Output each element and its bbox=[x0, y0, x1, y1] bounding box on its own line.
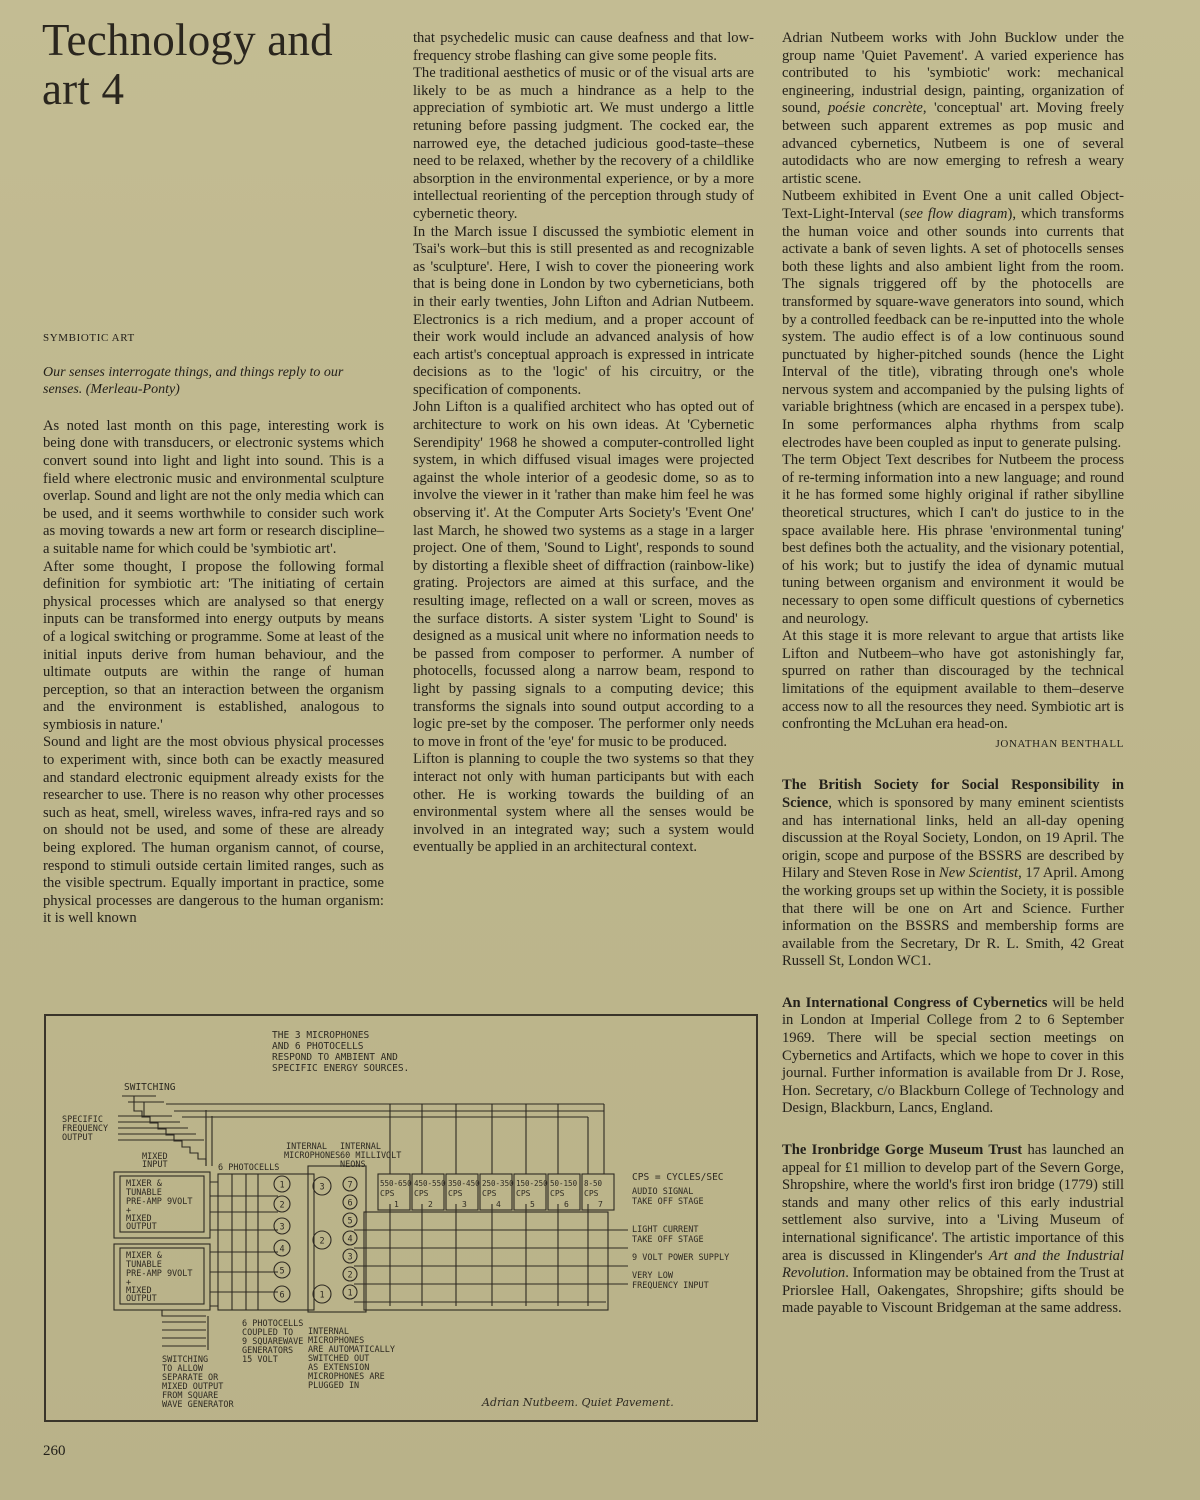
svg-text:+: + bbox=[126, 1206, 132, 1216]
paragraph: that psychedelic music can cause deafness and that low-frequency strobe flashing can give some people fits. bbox=[413, 30, 754, 64]
diagram-label-photocells-coupled: 6 PHOTOCELLS bbox=[242, 1319, 304, 1329]
frequency-band-range: 8-50 bbox=[584, 1179, 603, 1188]
diagram-note-top: THE 3 MICROPHONES bbox=[272, 1030, 370, 1041]
svg-text:GENERATORS: GENERATORS bbox=[242, 1346, 294, 1356]
svg-text:MICROPHONES ARE: MICROPHONES ARE bbox=[308, 1372, 385, 1382]
paragraph: Sound and light are the most obvious physical processes to experiment with, since both can be exactly measured and standard electronic equipment already exists for the researcher to use. There is no reason why other processes such as heat, smell, wireless waves, infra-red rays and so on should not be used, and some of these are already being explored. The human organism cannot, of course, respond to stimuli outside certain limited ranges, such as the visible spectrum. Equally important in practice, some physical processes are dangerous to the human organism: it is well known bbox=[43, 734, 384, 927]
frequency-band-range: 350-450 bbox=[448, 1179, 480, 1188]
photocell-circle-label: 2 bbox=[279, 1200, 285, 1211]
microphone-circle-label: 3 bbox=[319, 1182, 325, 1193]
svg-text:FREQUENCY: FREQUENCY bbox=[62, 1124, 109, 1134]
paragraph: Lifton is planning to couple the two systems so that they interact not only with human participants but with each other. He is working towards the building of an environmental system where all the senses would be involved in an integrated way; such a system would eventually be applied in an architectural context. bbox=[413, 751, 754, 856]
svg-text:COUPLED TO: COUPLED TO bbox=[242, 1328, 294, 1338]
paragraph: Nutbeem exhibited in Event One a unit called Object-Text-Light-Interval (see flow diagram), which transforms the human voice and other sounds into currents that activate a bank of seven lights. A set of photocells senses both these lights and also ambient light from the room. The signals triggered off by the photocells are transformed by square-wave generators into sound, which by a controlled feedback can be re-inputted into the whole system. The audio effect is of a low continuous sound punctuated by higher-pitched sounds (hence the Light Interval of the title), vibrating through one's whole nervous system and accompanied by the pulsing lights of variable brightness (which are encased in a perspex tube). In some performances alpha rhythms from scalp electrodes have been coupled as input to generate pulsing. bbox=[782, 188, 1124, 451]
photocell-circle-label: 4 bbox=[279, 1244, 285, 1255]
diagram-label-light-current: LIGHT CURRENT bbox=[632, 1225, 699, 1235]
svg-text:+: + bbox=[126, 1278, 132, 1288]
frequency-band-unit: CPS bbox=[448, 1189, 463, 1198]
notice-heading: The British Society for Social Responsibility in Science bbox=[782, 777, 1124, 811]
flow-diagram bbox=[44, 1014, 758, 1422]
svg-text:OUTPUT: OUTPUT bbox=[62, 1133, 93, 1143]
column-1 bbox=[43, 330, 384, 928]
paragraph: The traditional aesthetics of music or of the visual arts are likely to be as much a hindrance as a help to the appreciation of symbiotic art. We must undergo a little retuning before passing judgment. The cocked ear, the narrowed eye, the detached judicious good-taste–these need to be relaxed, whether by the recovery of a childlike absorption in the environmental experience, or by a more intellectual reorienting of the perception through study of cybernetic theory. bbox=[413, 65, 754, 222]
italic-term: poésie concrète bbox=[827, 100, 923, 117]
photocell-circles bbox=[274, 1176, 290, 1302]
frequency-band-unit: CPS bbox=[584, 1189, 599, 1198]
frequency-bands bbox=[378, 1174, 614, 1210]
svg-text:MIXER &: MIXER & bbox=[126, 1251, 162, 1261]
neon-circles bbox=[343, 1177, 357, 1299]
svg-text:FREQUENCY INPUT: FREQUENCY INPUT bbox=[632, 1281, 709, 1291]
paragraph: As noted last month on this page, interesting work is being done with transducers, or electronic systems which convert sound into light and light into sound. This is a field where electronic music and environmental sculpture overlap. Sound and light are not the only media which can be used, and it seems worthwhile to consider such work as moving towards a new art form or research discipline–a suitable name for which could be 'symbiotic art'. bbox=[43, 417, 384, 557]
column-3 bbox=[782, 30, 1124, 1318]
svg-text:ARE AUTOMATICALLY: ARE AUTOMATICALLY bbox=[308, 1345, 395, 1355]
frequency-band-number: 4 bbox=[496, 1200, 501, 1209]
svg-text:SWITCHED OUT: SWITCHED OUT bbox=[308, 1354, 370, 1364]
paragraph: Adrian Nutbeem works with John Bucklow under the group name 'Quiet Pavement'. A varied experience has contributed to his 'symbiotic' work: mechanical engineering, industrial design, painting, organization of sound, poésie concrète, 'conceptual' art. Moving freely between such apparent extremes as pop music and advanced cybernetics, Nutbeem is one of several autodidacts who are now emerging to refresh a weary artistic scene. bbox=[782, 30, 1125, 187]
svg-text:MICROPHONES: MICROPHONES bbox=[284, 1151, 341, 1161]
svg-text:MIXED: MIXED bbox=[126, 1286, 152, 1296]
paragraph: John Lifton is a qualified architect who has opted out of architecture to work on his own ideas. At 'Cybernetic Serendipity' 1968 he showed a computer-controlled light system, in which diffused visual images were projected against the whole interior of a geodesic dome, so as to involve the viewer in it 'rather than make him feel he was observing it'. At the Computer Arts Society's 'Event One' last March, he showed two systems as a stage in a larger project. One of them, 'Sound to Light', responds to sound by distorting a flexible sheet of diffraction (rainbow-like) grating. Projectors are aimed at this surface, and the resulting image, reflected on a wall or screen, moves as the surface distorts. A sister system 'Light to Sound' is designed as a musical unit where no information needs to be passed from composer to performer. A number of photocells, focussed along a narrow beam, respond to light by passing signals to a computing device; this transforms the signals into sound output according to a logic pre-set by the composer. The performer only needs to move in front of the 'eye' for music to be produced. bbox=[413, 399, 754, 750]
microphone-circles bbox=[313, 1177, 331, 1303]
page-number: 260 bbox=[43, 1443, 66, 1459]
svg-text:OUTPUT: OUTPUT bbox=[126, 1222, 157, 1232]
svg-text:AS EXTENSION: AS EXTENSION bbox=[308, 1363, 370, 1373]
svg-text:TAKE OFF STAGE: TAKE OFF STAGE bbox=[632, 1235, 704, 1245]
frequency-band-number: 5 bbox=[530, 1200, 535, 1209]
photocell-circle-label: 6 bbox=[279, 1290, 285, 1301]
notice-heading: The Ironbridge Gorge Museum Trust bbox=[782, 1142, 1023, 1159]
svg-text:PRE-AMP 9VOLT: PRE-AMP 9VOLT bbox=[126, 1269, 193, 1279]
svg-text:60 MILLIVOLT: 60 MILLIVOLT bbox=[340, 1151, 402, 1161]
paragraph: In the March issue I discussed the symbiotic element in Tsai's work–but this is still presented as and recognizable as 'sculpture'. Here, I wish to cover the pioneering work that is being done in London by two cyberneticians, both in their early twenties, John Lifton and Adrian Nutbeem. Electronics is a rich medium, and a proper account of their work would include an advanced analysis of how each artist's conceptual approach is expressed in intricate decisions as to the 'logic' of his circuitry, or the specification of components. bbox=[413, 223, 754, 398]
svg-text:SEPARATE OR: SEPARATE OR bbox=[162, 1373, 219, 1383]
frequency-band-number: 3 bbox=[462, 1200, 467, 1209]
svg-text:9 SQUAREWAVE: 9 SQUAREWAVE bbox=[242, 1337, 304, 1347]
frequency-band-range: 250-350 bbox=[482, 1179, 514, 1188]
neon-circle-label: 7 bbox=[347, 1180, 353, 1191]
paragraph: After some thought, I propose the following formal definition for symbiotic art: 'The initiating of certain physical processes which are analysed so that energy inputs can be transformed into energy outputs by means of a logical switching or programme. Some at least of the initial inputs derive from human behaviour, and the ultimate outputs are within the range of human perception, so that an interaction between the organism and the environment is established, analogous to symbiosis in nature.' bbox=[43, 558, 384, 733]
svg-text:RESPOND TO AMBIENT AND: RESPOND TO AMBIENT AND bbox=[272, 1052, 398, 1063]
frequency-band-unit: CPS bbox=[550, 1189, 565, 1198]
frequency-band-range: 50-150 bbox=[550, 1179, 578, 1188]
neon-circle-label: 3 bbox=[347, 1252, 353, 1263]
neon-circle-label: 4 bbox=[347, 1234, 353, 1245]
photocell-circle-label: 3 bbox=[279, 1222, 285, 1233]
svg-text:FROM SQUARE: FROM SQUARE bbox=[162, 1391, 219, 1401]
svg-text:NEONS: NEONS bbox=[340, 1160, 366, 1170]
svg-text:15 VOLT: 15 VOLT bbox=[242, 1355, 278, 1365]
notice-bssrs: The British Society for Social Responsibility in Science, which is sponsored by many eminent scientists and has international links, held an all-day opening discussion at the Royal Society, London, on 19 April. The origin, scope and purpose of the BSSRS are described by Hilary and Steven Rose in New Scientist, 17 April. Among the working groups set up within the Society, it is possible that there will be one on Art and Science. Further information on the BSSRS and membership forms are available from the Secretary, Dr R. L. Smith, 42 Great Russell St, London WC1. bbox=[782, 777, 1124, 970]
svg-text:SPECIFIC ENERGY SOURCES.: SPECIFIC ENERGY SOURCES. bbox=[272, 1063, 410, 1074]
frequency-band-unit: CPS bbox=[414, 1189, 429, 1198]
neon-circle-label: 2 bbox=[347, 1270, 353, 1281]
svg-text:TUNABLE: TUNABLE bbox=[126, 1260, 162, 1270]
frequency-band-range: 450-550 bbox=[414, 1179, 446, 1188]
svg-text:MICROPHONES: MICROPHONES bbox=[308, 1336, 365, 1346]
frequency-band-range: 550-650 bbox=[380, 1179, 412, 1188]
svg-text:AND 6 PHOTOCELLS: AND 6 PHOTOCELLS bbox=[272, 1041, 364, 1052]
frequency-band-range: 150-250 bbox=[516, 1179, 548, 1188]
microphone-circle-label: 2 bbox=[319, 1236, 325, 1247]
neon-circle-label: 5 bbox=[347, 1216, 353, 1227]
diagram-label-very-low: VERY LOW bbox=[632, 1271, 673, 1281]
italic-reference: see flow diagram bbox=[904, 205, 1008, 222]
svg-text:MIXED: MIXED bbox=[126, 1214, 152, 1224]
frequency-band-unit: CPS bbox=[380, 1189, 395, 1198]
frequency-band-number: 1 bbox=[394, 1200, 399, 1209]
diagram-label-power-supply: 9 VOLT POWER SUPPLY bbox=[632, 1253, 730, 1263]
diagram-label-switching: SWITCHING bbox=[124, 1082, 176, 1093]
paragraph: The term Object Text describes for Nutbeem the process of re-terming information into a new language; and round it he has formed some highly original if rather sibylline theoretical structures, which I can't do justice to in the space available here. His phrase 'environmental tuning' best defines both the actuality, and the visionary potential, of his work; but to justify the idea of dynamic mutual tuning between organism and environment it would be necessary to open some difficult questions of cybernetics and neurology. bbox=[782, 452, 1124, 627]
svg-text:INPUT: INPUT bbox=[142, 1160, 168, 1170]
diagram-label-photocells: 6 PHOTOCELLS bbox=[218, 1163, 280, 1173]
svg-text:WAVE GENERATOR: WAVE GENERATOR bbox=[162, 1400, 234, 1410]
paragraph: At this stage it is more relevant to argue that artists like Lifton and Nutbeem–who have got astonishingly far, spurred on rather than discouraged by the technical limitations of the equipment available to them–deserve access now to all the resources they need. Symbiotic art is confronting the McLuhan era head-on. bbox=[782, 628, 1124, 733]
frequency-band-unit: CPS bbox=[516, 1189, 531, 1198]
frequency-band-number: 7 bbox=[598, 1200, 603, 1209]
epigraph: Our senses interrogate things, and things reply to our senses. (Merleau-Ponty) bbox=[43, 364, 344, 398]
diagram-label-cps-definition: CPS = CYCLES/SEC bbox=[632, 1172, 724, 1183]
artist-signature: Adrian Nutbeem. Quiet Pavement. bbox=[482, 1396, 674, 1409]
author-byline: JONATHAN BENTHALL bbox=[995, 737, 1124, 750]
notice-heading: An International Congress of Cybernetics bbox=[782, 994, 1048, 1011]
notice-ironbridge: The Ironbridge Gorge Museum Trust has launched an appeal for £1 million to develop part of the Severn Gorge, Shropshire, where the world's first iron bridge (1779) still stands and many other relics of this early industrial settlement also survive, into a 'Living Museum of international significance'. The artistic importance of this area is discussed in Klingender's Art and the Industrial Revolution. Information may be obtained from the Trust at Priorslee Hall, Oakengates, Shropshire; gifts should be made payable to Viscount Bridgeman at the same address. bbox=[782, 1142, 1124, 1317]
frequency-band-unit: CPS bbox=[482, 1189, 497, 1198]
neon-circle-label: 1 bbox=[347, 1288, 353, 1299]
svg-text:TAKE OFF STAGE: TAKE OFF STAGE bbox=[632, 1197, 704, 1207]
title-text: Technology and art 4 bbox=[42, 15, 333, 114]
svg-text:TUNABLE: TUNABLE bbox=[126, 1188, 162, 1198]
svg-text:OUTPUT: OUTPUT bbox=[126, 1294, 157, 1304]
diagram-label-specific-frequency: SPECIFIC bbox=[62, 1115, 103, 1125]
svg-text:MIXED OUTPUT: MIXED OUTPUT bbox=[162, 1382, 224, 1392]
column-2 bbox=[413, 30, 754, 857]
svg-text:TO ALLOW: TO ALLOW bbox=[162, 1364, 203, 1374]
section-heading: SYMBIOTIC ART bbox=[43, 332, 135, 344]
photocell-circle-label: 5 bbox=[279, 1266, 285, 1277]
diagram-label-audio-signal: AUDIO SIGNAL bbox=[632, 1187, 694, 1197]
svg-text:MIXER &: MIXER & bbox=[126, 1179, 162, 1189]
diagram-label-internal-note: INTERNAL bbox=[308, 1327, 349, 1337]
frequency-band-number: 6 bbox=[564, 1200, 569, 1209]
diagram-label-mixed-input: MIXED bbox=[142, 1152, 168, 1162]
svg-text:PLUGGED IN: PLUGGED IN bbox=[308, 1381, 360, 1391]
flow-diagram-svg bbox=[46, 1016, 756, 1420]
page-title bbox=[42, 16, 382, 114]
diagram-label-internal-mics: INTERNAL bbox=[286, 1142, 327, 1152]
frequency-band-number: 2 bbox=[428, 1200, 433, 1209]
microphone-circle-label: 1 bbox=[319, 1290, 325, 1301]
diagram-label-internal-neons: INTERNAL bbox=[340, 1142, 381, 1152]
diagram-label-switching-note: SWITCHING bbox=[162, 1355, 209, 1365]
photocell-circle-label: 1 bbox=[279, 1180, 285, 1191]
neon-circle-label: 6 bbox=[347, 1198, 353, 1209]
notice-cybernetics-congress: An International Congress of Cybernetics will be held in London at Imperial College from 2 to 6 September 1969. There will be special section meetings on Cybernetics and Artifacts, which we hope to cover in this journal. Further information is available from Dr J. Rose, Hon. Secretary, c/o Blackburn College of Technology and Design, Blackburn, Lancs, England. bbox=[782, 994, 1124, 1117]
svg-text:PRE-AMP 9VOLT: PRE-AMP 9VOLT bbox=[126, 1197, 193, 1207]
